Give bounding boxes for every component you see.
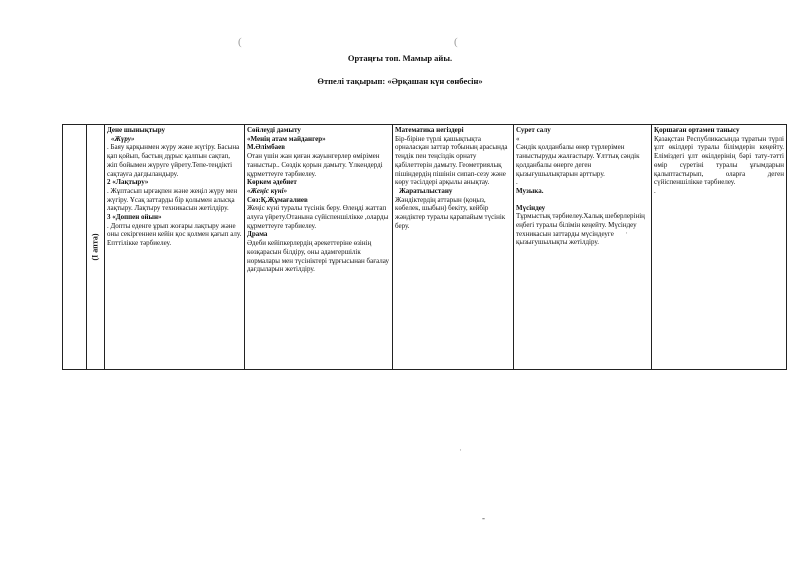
section-text: Жәндіктердің аттарын (қоңыз, көбелек, шыбын) бекіту, кейбір жәндіктер туралы қарапайым түсінік беру. [395, 195, 506, 230]
subject-heading: Математика негіздері [395, 126, 464, 134]
subject-heading: Дене шынықтыру [107, 126, 166, 134]
section-title: «Менің атам майдангер» [247, 134, 326, 143]
section-title: 3 «Доппен ойын» [107, 213, 162, 222]
subject-heading: Сөйлеудi дамыту [247, 126, 301, 134]
dot-mark: . [516, 178, 518, 187]
scan-mark: - [482, 513, 485, 523]
weekly-plan-table [62, 124, 787, 370]
subject-heading: Музыка. [516, 186, 544, 195]
section-text: Қазақстан Республикасында тұратын түрлі ұлт өкілдері туралы білімдерін кеңейту. Еліміздегі ұлт өкілдерінің бәрі тату-тәтті өмір сүретіні туралы ұғымдарын қалыптастырып, оларға деген сүйіспеншілікке тәрбиелеу. [654, 134, 784, 187]
scan-mark: · [625, 228, 628, 238]
scan-mark: ( [454, 36, 458, 48]
section-author: Сөз:Қ.Жұмағалиев [247, 195, 308, 204]
section-text: Тұрмыстық тәрбиелеу.Халық шеберлерінің еңбегі туралы білімін кеңейту. Мүсіндеу техникасын заттарды мүсіндеуге қызығушылықты жетілдіру. [516, 212, 645, 247]
spacer [516, 196, 649, 204]
cell-mathematics [393, 125, 514, 370]
section-text: Әдеби кейіпкерлердің әрекеттеріне өзінің көзқарасын білдіру, оны адамгершілік нормалары мен түсініктері тұрғысынан бағалау дағдыларын жетілдіру. [247, 239, 389, 274]
section-author: М.Әлімбаев [247, 143, 286, 152]
document-title: Ортаңғы топ. Мамыр айы. [347, 53, 453, 63]
subject-heading: Сурет салу [516, 126, 551, 134]
subject-heading: Мүсіндеу [516, 203, 546, 212]
section-text: . Баяу қарқынмен жүру және жүгіру. Басына қап қойып, бастың дұрыс қалпын сақтап, жіп бойымен жүруге үйрету.Тепе-теңдікті сақтауға дағдыландыру. [107, 143, 240, 178]
week-cell [87, 125, 105, 370]
section-title: 2 «Лақтыру» [107, 178, 149, 187]
section-title: «Жеңіс күні» [247, 186, 288, 195]
cell-environment [652, 125, 787, 370]
cell-drawing [514, 125, 652, 370]
topic-title: Өтпелі тақырып: «Әрқашан күн сөнбесін» [317, 76, 483, 86]
subject-heading: Көркем әдебиет [247, 178, 297, 187]
empty-cell [63, 125, 87, 370]
section-text: . Допты еденге ұрып жоғары лақтыру және оны секіргеннен кейін қос қолмен қағып алу. Епттілікке тәрбиелеу. [107, 221, 242, 248]
section-text: Отан үшін жан қиған жауынгерлер өмірімен таныстыр.. Сөздік қорын дамыту. Үлкендерді құрметтеуге тәрбиелеу. [247, 152, 383, 178]
section-text: Бір-біріне түрлі қашықтықта орналасқан заттар тобының арасында теңдік пен теңсіздік орнату қабілеттерін дамыту. Геометриялық пішіндердің пішінін сипап-сезу және көру тәсілдері арқылы анықтау. [395, 134, 508, 187]
quote-mark: « [516, 134, 520, 143]
subject-heading: Драма [247, 230, 268, 239]
week-label: (I апта) [90, 233, 100, 261]
cell-physical-education [105, 125, 245, 370]
scan-mark: ( [238, 36, 242, 48]
dot-mark: . [654, 186, 656, 195]
subject-heading: Қоршаған ортамен таныcу [654, 126, 740, 134]
section-text: Жеңіс күні туралы түсінік беру. Өлеңді жаттап алуға үйрету.Отанына сүйіспеншілікке ,оларды құрметтеуге тәрбиелеу. [247, 204, 389, 230]
section-text: . Жұптасып ырғақпен және жеңіл жүру мен жүгіру. Ұсақ заттарды бір қолымен алысқа лақтыру. Лақтыру техникасын жетілдіру. [107, 186, 238, 213]
scan-mark: · [459, 445, 462, 455]
section-text: Сәндік қолданбалы өнер түрлерімен таныстыруды жалғастыру. Ұлттық сәндік қолданбалы өнерге деген қызығушылықтарын арттыру. [516, 143, 640, 178]
table-row [63, 125, 787, 370]
cell-speech-development [245, 125, 393, 370]
section-title: «Жүру» [111, 134, 135, 143]
subject-heading: Жаратылыстану [399, 186, 453, 195]
